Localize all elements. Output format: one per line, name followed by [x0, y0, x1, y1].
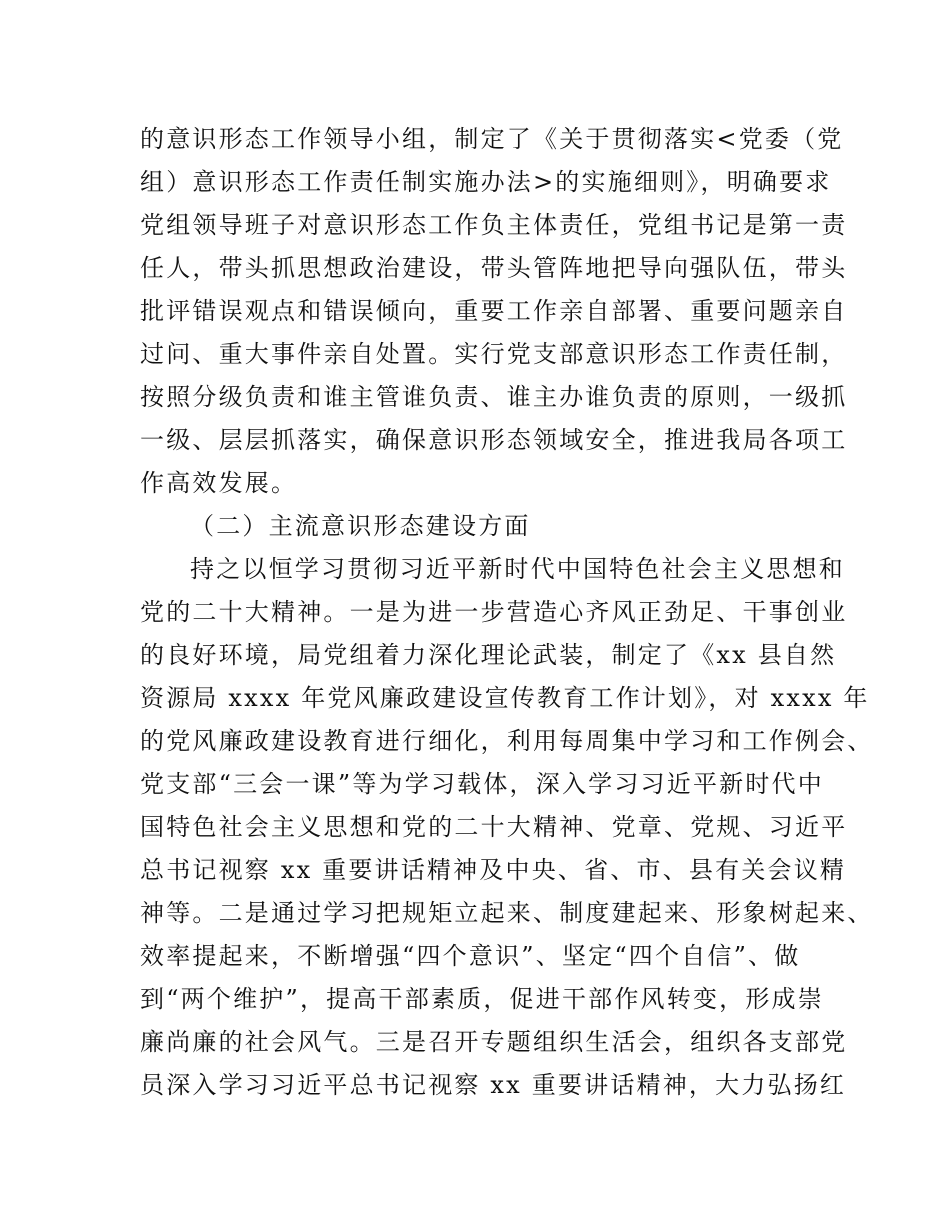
paragraph-2 — [140, 548, 874, 1107]
paragraph-line: 的党风廉政建设教育进行细化，利用每周集中学习和工作例会、 — [140, 727, 874, 755]
paragraph-line: 资源局 xxxx 年党风廉政建设宣传教育工作计划》，对 xxxx 年 — [140, 684, 870, 712]
paragraph-line: 过问、重大事件亲自处置。实行党支部意识形态工作责任制， — [140, 340, 848, 368]
paragraph-line: 效率提起来，不断增强“四个意识”、坚定“四个自信”、做 — [140, 942, 801, 970]
paragraph-line: 作高效发展。 — [140, 469, 298, 497]
paragraph-line: 组）意识形态工作责任制实施办法>的实施细则》，明确要求 — [140, 168, 832, 196]
paragraph-line: 员深入学习习近平总书记视察 xx 重要讲话精神，大力弘扬红 — [140, 1071, 847, 1099]
paragraph-line: 神等。二是通过学习把规矩立起来、制度建起来、形象树起来、 — [140, 899, 874, 927]
paragraph-1 — [140, 118, 848, 505]
section-heading: （二）主流意识形态建设方面 — [190, 512, 531, 540]
paragraph-line: 廉尚廉的社会风气。三是召开专题组织生活会，组织各支部党 — [140, 1028, 848, 1056]
paragraph-line: 到“两个维护”，提高干部素质，促进干部作风转变，形成崇 — [140, 985, 824, 1013]
paragraph-line: 的意识形态工作领导小组，制定了《关于贯彻落实<党委（党 — [140, 125, 844, 153]
paragraph-line: 党组领导班子对意识形态工作负主体责任，党组书记是第一责 — [140, 211, 848, 239]
paragraph-line: 批评错误观点和错误倾向，重要工作亲自部署、重要问题亲自 — [140, 297, 848, 325]
paragraph-line: 国特色社会主义思想和党的二十大精神、党章、党规、习近平 — [140, 813, 848, 841]
document-body — [140, 118, 874, 1107]
paragraph-line: 党的二十大精神。一是为进一步营造心齐风正劲足、干事创业 — [140, 598, 848, 626]
paragraph-line: 按照分级负责和谁主管谁负责、谁主办谁负责的原则，一级抓 — [140, 383, 848, 411]
paragraph-line: 总书记视察 xx 重要讲话精神及中央、省、市、县有关会议精 — [140, 856, 847, 884]
paragraph-line: 持之以恒学习贯彻习近平新时代中国特色社会主义思想和 — [190, 555, 845, 583]
paragraph-line: 党支部“三会一课”等为学习载体，深入学习习近平新时代中 — [140, 770, 824, 798]
paragraph-line: 一级、层层抓落实，确保意识形态领域安全，推进我局各项工 — [140, 426, 848, 454]
paragraph-line: 的良好环境，局党组着力深化理论武装，制定了《xx 县自然 — [140, 641, 837, 669]
paragraph-line: 任人，带头抓思想政治建设，带头管阵地把导向强队伍，带头 — [140, 254, 848, 282]
